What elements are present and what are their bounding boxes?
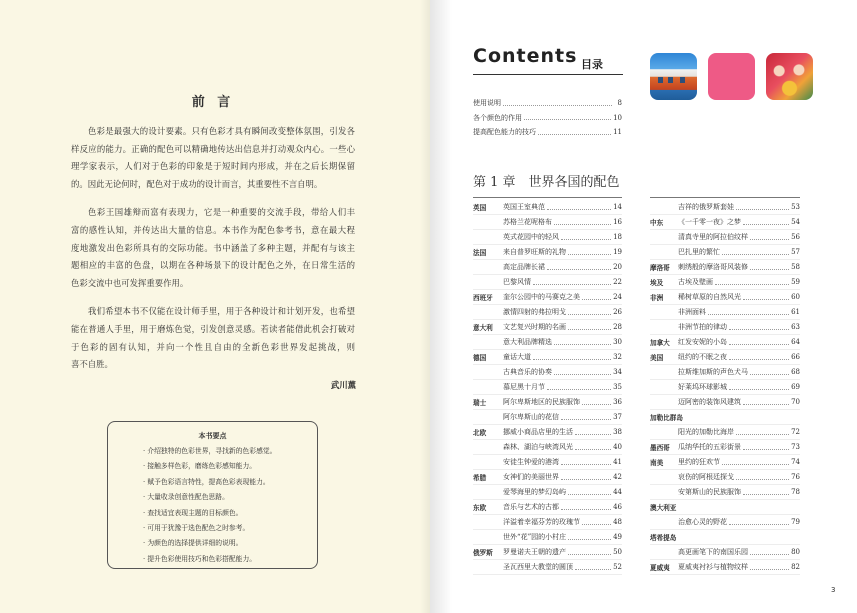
toc-row <box>473 275 622 290</box>
toc-region-label: 希腊 <box>473 474 487 482</box>
toc-entry-title: 洋溢着幸福芬芳的玫瑰节 <box>503 518 580 526</box>
preface-title: 前 言 <box>191 95 235 110</box>
toc-entry-title: 吉祥的俄罗斯套娃 <box>678 203 734 211</box>
toc-row <box>650 260 800 275</box>
toc-region-label: 埃及 <box>650 279 664 287</box>
toc-region-label: 摩洛哥 <box>650 264 670 272</box>
toc-region-label: 东欧 <box>473 504 487 512</box>
toc-row <box>473 245 622 260</box>
key-point-item: · 提升色彩使用技巧和色彩搭配能力。 <box>143 554 257 563</box>
key-point-item: · 接触多样色彩，磨练色彩感知能力。 <box>143 462 257 471</box>
toc-page-number: 54 <box>791 218 800 226</box>
toc-page-number: 52 <box>613 563 622 571</box>
toc-entry-title: 非洲面料 <box>678 308 706 316</box>
toc-entry-title: 音乐与艺术的古都 <box>503 503 559 511</box>
preface-line: 我们希望本书不仅能在设计师手里，用于各种设计和计划开发，也希望 <box>88 306 355 317</box>
toc-page-number: 36 <box>613 398 622 406</box>
toc-column-left <box>473 200 622 575</box>
toc-entry-title: 阳光的加勒比海岸 <box>678 428 734 436</box>
toc-dotted-leader <box>729 389 789 390</box>
toc-row <box>473 230 622 245</box>
toc-page-number: 49 <box>613 533 622 541</box>
toc-row <box>473 215 622 230</box>
toc-dotted-leader <box>736 479 789 480</box>
toc-row <box>650 440 800 455</box>
toc-region-label: 瑞士 <box>473 399 487 407</box>
toc-page-number: 57 <box>791 248 800 256</box>
toc-row <box>650 410 800 425</box>
window-shape <box>668 77 673 83</box>
toc-page-number: 59 <box>791 278 800 286</box>
toc-dotted-leader <box>743 224 789 225</box>
toc-page-number: 28 <box>613 323 622 331</box>
toc-dotted-leader <box>503 105 612 106</box>
toc-dotted-leader <box>568 329 611 330</box>
toc-row <box>650 245 800 260</box>
toc-entry-title: 稀树草原的自然风光 <box>678 293 741 301</box>
toc-page-number: 46 <box>613 503 622 511</box>
toc-entry-title: 苏格兰花呢格布 <box>503 218 552 226</box>
toc-dotted-leader <box>568 314 611 315</box>
toc-entry-title: 夏威夷衬衫与植物纹样 <box>678 563 748 571</box>
toc-entry-title: 高更画笔下的南国乐园 <box>678 548 748 556</box>
toc-row <box>650 470 800 485</box>
toc-entry-title: 纽约的不眠之夜 <box>678 353 727 361</box>
toc-region-label: 非洲 <box>650 294 664 302</box>
toc-row <box>650 455 800 470</box>
toc-row <box>650 425 800 440</box>
toc-dotted-leader <box>729 359 789 360</box>
toc-row <box>473 96 622 111</box>
toc-row <box>650 485 800 500</box>
toc-entry-title: 哀伤的阿根廷探戈 <box>678 473 734 481</box>
toc-entry-title: 治愈心灵的野花 <box>678 518 727 526</box>
toc-entry-title: 刺绣般的摩洛哥风装修 <box>678 263 748 271</box>
toc-row <box>650 275 800 290</box>
toc-row <box>650 230 800 245</box>
harbor-houses-thumbnail <box>650 53 697 100</box>
chapter-title: 第 1 章 世界各国的配色 <box>473 175 620 190</box>
toc-entry-title: 《一千零一夜》之梦 <box>678 218 741 226</box>
toc-row <box>473 395 622 410</box>
toc-dotted-leader <box>547 269 611 270</box>
toc-region-label: 墨西哥 <box>650 444 670 452</box>
toc-dotted-leader <box>743 404 789 405</box>
toc-dotted-leader <box>568 494 611 495</box>
toc-row <box>473 410 622 425</box>
toc-dotted-leader <box>568 254 611 255</box>
toc-dotted-leader <box>561 509 611 510</box>
toc-page-number: 24 <box>613 293 622 301</box>
toc-entry-title: 好莱坞环球影城 <box>678 383 727 391</box>
preface-line: 色彩是最强大的设计要素。只有色彩才具有瞬间改变整体氛围，引发各 <box>88 126 355 136</box>
toc-page-number: 56 <box>791 233 800 241</box>
toc-page-number: 40 <box>613 443 622 451</box>
toc-row <box>650 200 800 215</box>
toc-page-number: 64 <box>791 338 800 346</box>
preface-line: 度地激发出色彩所具有的交际功能。书中涵盖了多种主题，并配有与该主 <box>71 242 355 253</box>
toc-dotted-leader <box>729 344 789 345</box>
toc-dotted-leader <box>582 524 611 525</box>
toc-page-number: 79 <box>791 518 800 526</box>
toc-region-label: 西班牙 <box>473 294 493 302</box>
toc-entry-title: 安第斯山的民族服饰 <box>678 488 741 496</box>
toc-dotted-leader <box>568 539 611 540</box>
preface-line: 喜不自胜。 <box>71 359 113 370</box>
toc-dotted-leader <box>554 344 611 345</box>
toc-entry-title: 来自普罗旺斯的礼物 <box>503 248 566 256</box>
toc-dotted-leader <box>561 464 611 465</box>
toc-page-number: 8 <box>617 99 622 108</box>
contents-heading-cn: 目录 <box>581 58 603 71</box>
toc-dotted-leader <box>743 449 789 450</box>
toc-row <box>473 111 622 126</box>
toc-dotted-leader <box>750 239 789 240</box>
toc-row <box>473 365 622 380</box>
toc-entry-title: 英式花园中的轻风 <box>503 233 559 241</box>
contents-heading: Contents <box>473 45 578 67</box>
toc-page-number: 74 <box>791 458 800 466</box>
toc-row <box>473 335 622 350</box>
toc-row <box>473 200 622 215</box>
key-points-title: 本书要点 <box>198 432 227 440</box>
toc-page-number: 37 <box>613 413 622 421</box>
toc-page-number: 44 <box>613 488 622 496</box>
toc-row <box>650 380 800 395</box>
toc-dotted-leader <box>582 404 611 405</box>
toc-page-number: 63 <box>791 323 800 331</box>
toc-dotted-leader <box>575 434 611 435</box>
toc-row <box>473 320 622 335</box>
toc-entry-title: 挪威小商品店里的生活 <box>503 428 573 436</box>
pink-swatch-thumbnail <box>708 53 755 100</box>
toc-page-number: 80 <box>791 548 800 556</box>
toc-dotted-leader <box>538 134 611 135</box>
toc-page-number: 82 <box>791 563 800 571</box>
toc-region-label: 英国 <box>473 204 487 212</box>
toc-page-number: 16 <box>613 218 622 226</box>
toc-page-number: 32 <box>613 353 622 361</box>
toc-row <box>650 290 800 305</box>
toc-dotted-leader <box>729 329 789 330</box>
preface-line: 富的感性认知，并传达出大量的信息。本书作为配色参考书，意在最大程 <box>71 224 355 235</box>
toc-entry-title: 奎尔公园中的马赛克之美 <box>503 293 580 301</box>
toc-row <box>473 485 622 500</box>
toc-entry-title: 瓜纳华托的五彩街景 <box>678 443 741 451</box>
toc-dotted-leader <box>750 374 789 375</box>
toc-row <box>473 125 622 140</box>
right-page-contents <box>430 0 857 613</box>
toc-dotted-leader <box>568 554 611 555</box>
toc-region-label: 加拿大 <box>650 339 670 347</box>
preface-paragraph <box>71 204 355 292</box>
toc-row <box>650 530 800 545</box>
toc-dotted-leader <box>722 254 789 255</box>
toc-dotted-leader <box>554 224 611 225</box>
preface-line: 的。因此无论何时，配色对于成功的设计而言，其重要性不言自明。 <box>71 178 323 189</box>
toc-entry-title: 巴黎风情 <box>503 278 531 286</box>
toc-row <box>473 545 622 560</box>
toc-row <box>473 440 622 455</box>
toc-row <box>473 515 622 530</box>
toc-row <box>650 365 800 380</box>
toc-page-number: 70 <box>791 398 800 406</box>
toc-row <box>473 305 622 320</box>
toc-region-label: 意大利 <box>473 324 493 332</box>
toc-entry-title: 红发安妮的小岛 <box>678 338 727 346</box>
toc-page-number: 11 <box>613 128 622 137</box>
preface-line: 题相应的丰富的色盘，以期在各种场景下的设计配色之外，在日常生活的 <box>71 260 355 271</box>
toc-region-label: 美国 <box>650 354 664 362</box>
toc-page-number: 61 <box>791 308 800 316</box>
toc-entry-title: 阿尔卑斯山的花信 <box>503 413 559 421</box>
toc-dotted-leader <box>743 299 789 300</box>
toc-page-number: 20 <box>613 263 622 271</box>
toc-dotted-leader <box>575 449 611 450</box>
key-points-box <box>107 421 318 569</box>
toc-page-number: 53 <box>791 203 800 211</box>
toc-entry-title: 女神们的美丽世界 <box>503 473 559 481</box>
key-point-item: · 为颜色的选择提供详细的说明。 <box>143 539 243 548</box>
page-number: 3 <box>831 586 836 594</box>
preface-line: 能在普通人手里，用于磨炼色觉，引发创意灵感。若读者能借此机会打破对 <box>71 323 355 334</box>
toc-entry-title: 各个颜色的作用 <box>473 113 522 122</box>
toc-region-label: 南美 <box>650 459 664 467</box>
toc-entry-title: 意大利品牌精选 <box>503 338 552 346</box>
toc-entry-title: 爱琴海里的梦幻岛屿 <box>503 488 566 496</box>
preface-paragraph <box>71 123 355 193</box>
toc-entry-title: 巴扎里的繁忙 <box>678 248 720 256</box>
preface-body <box>71 123 355 385</box>
toc-dotted-leader <box>736 434 789 435</box>
toc-region-label: 法国 <box>473 249 487 257</box>
toc-dotted-leader <box>561 479 611 480</box>
toc-region-label: 夏威夷 <box>650 564 670 572</box>
toc-row <box>650 335 800 350</box>
toc-region-label: 中东 <box>650 219 664 227</box>
toc-dotted-leader <box>554 374 611 375</box>
toc-page-number: 30 <box>613 338 622 346</box>
toc-row <box>650 215 800 230</box>
toc-entry-title: 古典音乐的协奏 <box>503 368 552 376</box>
toc-page-number: 41 <box>613 458 622 466</box>
toc-row <box>473 290 622 305</box>
toc-row <box>473 260 622 275</box>
toc-entry-title: 圣瓦西里大教堂的圆顶 <box>503 563 573 571</box>
toc-dotted-leader <box>750 269 789 270</box>
toc-dotted-leader <box>533 284 611 285</box>
toc-page-number: 72 <box>791 428 800 436</box>
toc-entry-title: 森林、湖泊与峡湾风光 <box>503 443 573 451</box>
key-point-item: · 查找适宜表现主题的目标颜色。 <box>143 508 243 517</box>
toc-page-number: 35 <box>613 383 622 391</box>
toc-page-number: 26 <box>613 308 622 316</box>
toc-row <box>473 455 622 470</box>
toc-row <box>650 545 800 560</box>
toc-page-number: 50 <box>613 548 622 556</box>
toc-entry-title: 罗曼诺夫王朝的遗产 <box>503 548 566 556</box>
preface-line: 理学家表示，人们对于色彩的印象是于短时间内形成，并在之后长期保留 <box>71 161 355 172</box>
toc-entry-title: 世外“花”园的小村庄 <box>503 533 567 541</box>
toc-region-label: 塔希提岛 <box>650 534 677 542</box>
toc-page-number: 19 <box>613 248 622 256</box>
preface-paragraph <box>71 303 355 373</box>
toc-region-label: 加勒比群岛 <box>650 414 683 422</box>
chapter-rule-left <box>473 197 622 198</box>
toc-dotted-leader <box>736 209 789 210</box>
toc-dotted-leader <box>524 119 611 120</box>
toc-row <box>473 530 622 545</box>
key-point-item: · 介绍独特的色彩世界，寻找新的色彩感觉。 <box>143 447 277 455</box>
toc-page-number: 14 <box>613 203 622 211</box>
toc-page-number: 10 <box>613 113 622 122</box>
toc-dotted-leader <box>729 524 789 525</box>
toc-dotted-leader <box>547 389 611 390</box>
toc-dotted-leader <box>722 464 789 465</box>
toc-row <box>650 500 800 515</box>
toc-page-number: 78 <box>791 488 800 496</box>
toc-page-number: 66 <box>791 353 800 361</box>
toc-row <box>650 320 800 335</box>
toc-dotted-leader <box>533 359 611 360</box>
key-point-item: · 可用于犹豫于选色配色之时参考。 <box>143 524 250 533</box>
toc-entry-title: 使用说明 <box>473 99 501 108</box>
toc-entry-title: 慕尼黑十月节 <box>503 383 545 391</box>
toc-row <box>650 305 800 320</box>
toc-entry-title: 非洲节拍的律动 <box>678 323 727 331</box>
toc-page-number: 34 <box>613 368 622 376</box>
preface-line: 色彩王国雄辩而富有表现力，它是一种重要的交流手段，带给人们丰 <box>88 207 355 218</box>
contents-underline <box>473 74 623 75</box>
toc-page-number: 18 <box>613 233 622 241</box>
toc-row <box>650 395 800 410</box>
toc-dotted-leader <box>582 299 611 300</box>
toc-column-right <box>650 200 800 575</box>
toc-entry-title: 高定品牌长裙 <box>503 263 545 271</box>
toc-region-label: 澳大利亚 <box>650 504 677 512</box>
toc-entry-title: 拉斯维加斯的声色犬马 <box>678 368 748 376</box>
toc-entry-title: 清真寺里的阿拉伯纹样 <box>678 233 748 241</box>
toc-entry-title: 激情四射的弗拉明戈 <box>503 308 566 316</box>
intro-toc-list <box>473 96 622 140</box>
toc-row <box>650 350 800 365</box>
toc-row <box>473 560 622 575</box>
toc-dotted-leader <box>561 239 611 240</box>
toc-row <box>473 425 622 440</box>
key-point-item: · 大量收录创意性配色思路。 <box>143 493 229 502</box>
window-shape <box>658 77 663 83</box>
toc-dotted-leader <box>547 209 611 210</box>
toc-dotted-leader <box>750 554 789 555</box>
chapter-rule-right <box>650 197 800 198</box>
toc-region-label: 俄罗斯 <box>473 549 493 557</box>
preface-line: 样反应的能力。正确的配色可以精确地传达出信息并打动观众内心。一些心 <box>71 143 355 154</box>
toc-dotted-leader <box>561 419 611 420</box>
toc-entry-title: 古埃及壁画 <box>678 278 713 286</box>
toc-page-number: 38 <box>613 428 622 436</box>
author-signature: 武川薫 <box>330 380 356 390</box>
key-points-list <box>143 444 315 567</box>
toc-dotted-leader <box>575 569 611 570</box>
toc-row <box>473 380 622 395</box>
toc-entry-title: 里约的狂欢节 <box>678 458 720 466</box>
gutter-shadow-right <box>430 0 452 613</box>
matryoshka-dolls-thumbnail <box>766 53 813 100</box>
preface-line: 于色彩的固有认知，并向一个性且自由的全新色彩世界发起挑战，则 <box>71 341 355 352</box>
toc-page-number: 68 <box>791 368 800 376</box>
toc-entry-title: 安徒生钟爱的港湾 <box>503 458 559 466</box>
preface-line: 色彩交流中也可发挥重要作用。 <box>71 277 189 288</box>
toc-page-number: 73 <box>791 443 800 451</box>
toc-dotted-leader <box>743 494 789 495</box>
toc-entry-title: 英国王室典范 <box>503 203 545 211</box>
key-point-item: · 赋予色彩语言特性，提高色彩表现能力。 <box>143 477 270 486</box>
toc-page-number: 60 <box>791 293 800 301</box>
toc-row <box>473 470 622 485</box>
toc-row <box>650 515 800 530</box>
toc-entry-title: 文艺复兴时期的名画 <box>503 323 566 331</box>
toc-page-number: 48 <box>613 518 622 526</box>
toc-dotted-leader <box>715 284 789 285</box>
toc-entry-title: 提高配色能力的技巧 <box>473 128 536 137</box>
toc-region-label: 北欧 <box>473 429 487 437</box>
toc-entry-title: 阿尔卑斯地区的民族服饰 <box>503 398 580 406</box>
toc-entry-title: 童话大道 <box>503 353 531 361</box>
toc-dotted-leader <box>708 314 789 315</box>
window-shape <box>680 77 685 83</box>
toc-entry-title: 迈阿密的装饰风建筑 <box>678 398 741 406</box>
toc-page-number: 42 <box>613 473 622 481</box>
toc-page-number: 76 <box>791 473 800 481</box>
toc-page-number: 22 <box>613 278 622 286</box>
toc-row <box>650 560 800 575</box>
toc-row <box>473 350 622 365</box>
toc-page-number: 58 <box>791 263 800 271</box>
toc-dotted-leader <box>750 569 789 570</box>
toc-page-number: 69 <box>791 383 800 391</box>
toc-row <box>473 500 622 515</box>
toc-region-label: 德国 <box>473 354 487 362</box>
